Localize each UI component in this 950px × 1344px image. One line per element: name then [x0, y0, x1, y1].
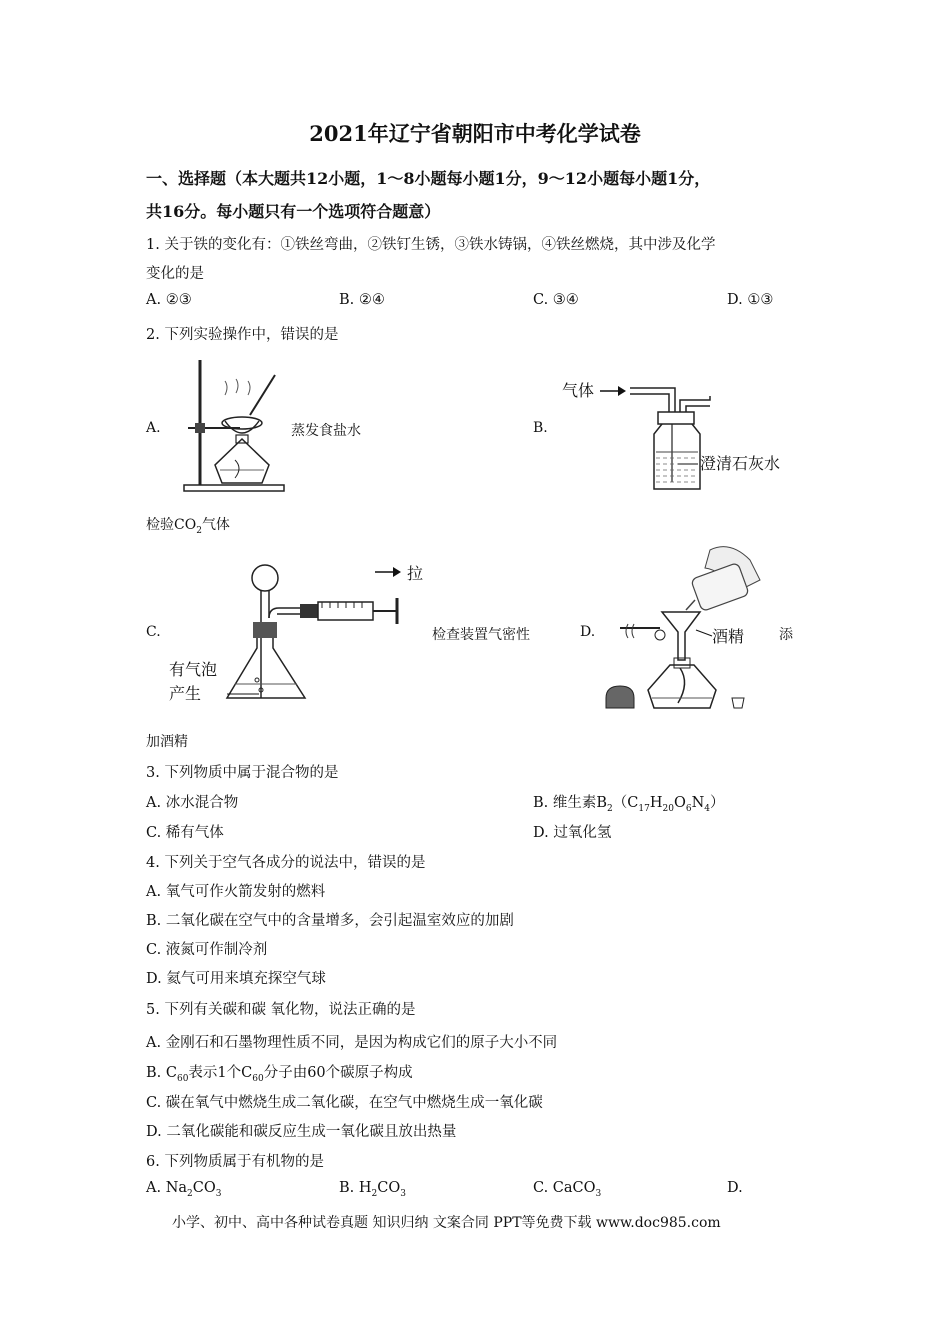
q1-option-b: B. ②④ — [339, 292, 385, 308]
q2-option-d-letter: D. — [580, 624, 596, 640]
q1-option-a: A. ②③ — [146, 292, 192, 308]
q2-option-d-caption-part2: 加酒精 — [146, 734, 188, 750]
q5-stem: 5. 下列有关碳和碳 氧化物，说法正确的是 — [146, 1002, 416, 1018]
bubbles-label-line2: 产生 — [169, 684, 202, 703]
bubbles-label-line1: 有气泡 — [169, 660, 218, 679]
page-title: 2021年辽宁省朝阳市中考化学试卷 — [309, 121, 641, 146]
limewater-label: 澄清石灰水 — [700, 454, 781, 473]
airtightness-check-figure — [165, 558, 430, 718]
footer-text: 小学、初中、高中各种试卷真题 知识归纳 文案合同 PPT等免费下载 www.doc985.com — [172, 1215, 721, 1231]
q2-option-c-letter: C. — [146, 624, 161, 640]
q1-stem-line2: 变化的是 — [146, 266, 204, 282]
q1-stem-line1: 1. 关于铁的变化有：①铁丝弯曲，②铁钉生锈，③铁水铸锅，④铁丝燃烧，其中涉及化学 — [146, 237, 716, 253]
q6-option-b: B. $H_2CO_3$ — [339, 1180, 406, 1199]
q2-option-b-letter: B. — [533, 420, 548, 436]
q1-option-d: D. ①③ — [727, 292, 774, 308]
q1-option-c: C. ③④ — [533, 292, 579, 308]
q4-option-d: D. 氦气可用来填充探空气球 — [146, 971, 326, 987]
gas-washing-bottle-figure — [560, 372, 800, 497]
q3-option-c: C. 稀有气体 — [146, 825, 224, 841]
alcohol-label: 酒精 — [712, 627, 745, 646]
q6-option-c: C. CaCO$_3$ — [533, 1180, 602, 1199]
q4-option-c: C. 液氮可作制冷剂 — [146, 942, 268, 958]
q2-option-a-letter: A. — [146, 420, 161, 436]
q4-option-b: B. 二氧化碳在空气中的含量增多，会引起温室效应的加剧 — [146, 913, 514, 929]
q5-option-a: A. 金刚石和石墨物理性质不同，是因为构成它们的原子大小不同 — [146, 1035, 558, 1051]
section-heading-line1: 一、选择题（本大题共12小题，1～8小题每小题1分，9～12小题每小题1分， — [146, 169, 711, 188]
q2-stem: 2. 下列实验操作中，错误的是 — [146, 327, 339, 343]
gas-label: 气体 — [562, 381, 595, 400]
q2-option-d-caption-part1: 添 — [779, 627, 793, 643]
q3-option-a: A. 冰水混合物 — [146, 795, 239, 811]
q2-option-c-caption: 检查装置气密性 — [432, 627, 530, 643]
q3-option-b: B. 维生素$B_2(C_{17}H_{20}O_6N_4)$ — [533, 795, 725, 814]
q6-option-d: D. — [727, 1180, 743, 1196]
q4-option-a: A. 氧气可作火箭发射的燃料 — [146, 884, 326, 900]
q5-option-b: B. $C_{60}$表示1个$C_{60}$分子由60个碳原子构成 — [146, 1065, 413, 1084]
q6-option-a: A. $Na_2CO_3$ — [146, 1180, 222, 1199]
pull-label: 拉 — [407, 564, 424, 583]
q3-option-d: D. 过氧化氢 — [533, 825, 612, 841]
q2-option-a-caption: 蒸发食盐水 — [291, 423, 361, 439]
section-heading-line2: 共16分。每小题只有一个选项符合题意） — [146, 202, 441, 221]
q5-option-c: C. 碳在氧气中燃烧生成二氧化碳，在空气中燃烧生成一氧化碳 — [146, 1095, 543, 1111]
q2-option-b-caption: 检验$CO_2$气体 — [146, 517, 230, 536]
q4-stem: 4. 下列关于空气各成分的说法中，错误的是 — [146, 855, 426, 871]
q3-stem: 3. 下列物质中属于混合物的是 — [146, 765, 339, 781]
alcohol-lamp-refill-figure — [600, 540, 780, 715]
q5-option-d: D. 二氧化碳能和碳反应生成一氧化碳且放出热量 — [146, 1124, 457, 1140]
evaporation-apparatus-figure — [180, 355, 290, 500]
q6-stem: 6. 下列物质属于有机物的是 — [146, 1154, 324, 1170]
